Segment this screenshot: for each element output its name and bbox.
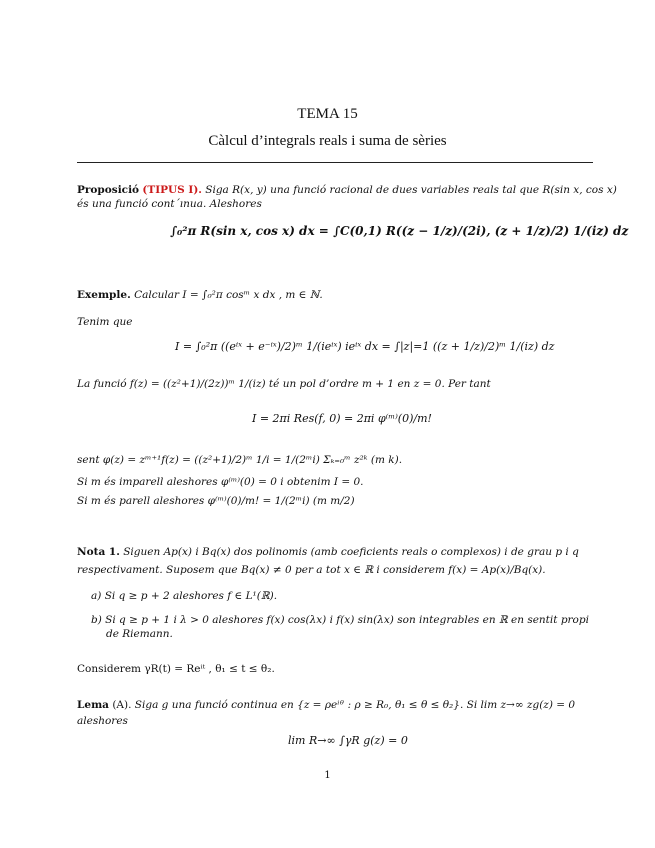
example-imparell-line: Si m és imparell aleshores φ⁽ᵐ⁾(0) = 0 i obtenim I = 0. <box>77 476 364 488</box>
example-formula2: I = 2πi Res(f, 0) = 2πi φ⁽ᵐ⁾(0)/m! <box>252 412 432 425</box>
example-parell-line: Si m és parell aleshores φ⁽ᵐ⁾(0)/m! = 1/(2ᵐi) (m m/2) <box>77 495 355 507</box>
lemma-label: Lema <box>77 699 109 711</box>
title-rule <box>77 162 593 163</box>
example-sent-line: sent φ(z) = zᵐ⁺¹f(z) = ((z²+1)/2)ᵐ 1/i = 1/(2ᵐi) Σₖ₌₀ᵐ z²ᵏ (m k). <box>77 454 403 466</box>
example-tenim: Tenim que <box>77 316 133 328</box>
chapter-title: TEMA 15 <box>297 106 358 122</box>
proposition-tag-wrap: (TIPUS I). <box>142 184 202 196</box>
example-formula1: I = ∫₀²π ((eⁱˣ + e⁻ⁱˣ)/2)ᵐ 1/(ieⁱˣ) ieⁱˣ dx = ∫|z|=1 ((z + 1/z)/2)ᵐ 1/(iz) dz <box>175 340 555 353</box>
example-line <box>77 289 323 302</box>
proposition-tag: TIPUS I <box>147 184 194 196</box>
note-item-b1: b) Si q ≥ p + 1 i λ > 0 aleshores f(x) cos(λx) i f(x) sin(λx) son integrables en ℝ en sentit propi <box>91 614 589 626</box>
note-item-b2: de Riemann. <box>106 628 173 640</box>
page-number: 1 <box>324 770 331 781</box>
note-label: Nota 1. <box>77 546 120 558</box>
proposition-label: Proposició <box>77 184 140 196</box>
proposition-text2: és una funció cont´ınua. Aleshores <box>77 198 262 210</box>
lemma-ref: (A). <box>112 699 132 711</box>
example-funcio-line: La funció f(z) = ((z²+1)/(2z))ᵐ 1/(iz) té un pol d’ordre m + 1 en z = 0. Per tant <box>77 378 491 390</box>
proposition-formula: ∫₀²π R(sin x, cos x) dx = ∫C(0,1) R((z − 1/z)/(2i), (z + 1/z)/2) 1/(iz) dz <box>170 224 629 238</box>
lemma-text1: Siga g una funció continua en {z = ρeⁱᶿ : ρ ≥ R₀, θ₁ ≤ θ ≤ θ₂}. Si lim z→∞ zg(z) = 0 <box>134 699 576 711</box>
example-text: Calcular I = ∫₀²π cosᵐ x dx , m ∈ ℕ. <box>134 289 323 301</box>
note-line1 <box>77 546 579 559</box>
proposition-text1: Siga R(x, y) una funció racional de dues variables reals tal que R(sin x, cos x) <box>205 184 617 196</box>
example-label: Exemple. <box>77 289 131 301</box>
lemma-formula: lim R→∞ ∫γR g(z) = 0 <box>288 734 408 747</box>
note-item-a: a) Si q ≥ p + 2 aleshores f ∈ L¹(ℝ). <box>91 590 278 602</box>
considerem-line: Considerem γR(t) = Reⁱᵗ , θ₁ ≤ t ≤ θ₂. <box>77 663 275 675</box>
chapter-subtitle: Càlcul d’integrals reals i suma de sèries <box>208 133 447 149</box>
note-text1: Siguen Ap(x) i Bq(x) dos polinomis (amb coeficients reals o complexos) i de grau p i q <box>123 546 579 558</box>
lemma-line1 <box>77 699 575 712</box>
note-text2: respectivament. Suposem que Bq(x) ≠ 0 per a tot x ∈ ℝ i considerem f(x) = Ap(x)/Bq(x). <box>77 564 546 576</box>
proposition-line1 <box>77 184 617 197</box>
lemma-text2: aleshores <box>77 715 128 727</box>
